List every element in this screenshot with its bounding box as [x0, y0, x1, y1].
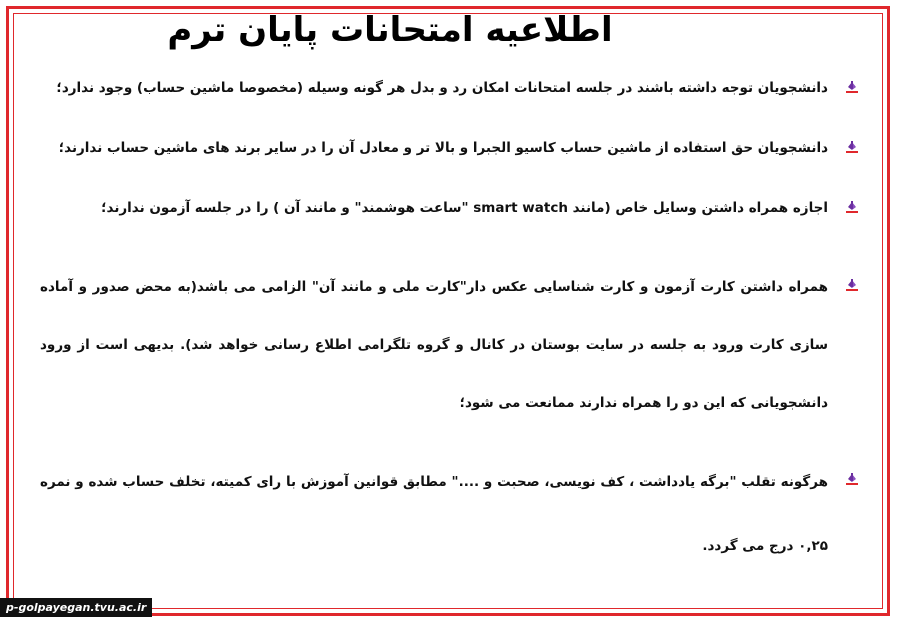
arrow-bullet-icon: [844, 278, 860, 294]
notice-item-text: دانشجویان حق استفاده از ماشین حساب کاسیو الجبرا و بالا تر و معادل آن را در سایر برند های ماشین حساب ندارند؛: [58, 140, 828, 156]
arrow-bullet-icon: [844, 472, 860, 488]
notice-item: [40, 450, 860, 578]
website-url-badge: p-golpayegan.tvu.ac.ir: [0, 598, 152, 617]
arrow-bullet-icon: [844, 80, 860, 96]
notice-item: [40, 138, 860, 158]
notice-item-text: همراه داشتن کارت آزمون و کارت شناسایی عکس دار"کارت ملی و مانند آن" الزامی می باشد(به محض صدور و آماده سازی کارت ورود به جلسه در سایت بوستان در کانال و گروه تلگرامی اطلاع رسانی خواهد شد). بدیهی است از ورود دانشجویانی که این دو را همراه ندارند ممانعت می شود؛: [40, 279, 828, 411]
notice-item: [40, 258, 860, 432]
page-title: اطلاعیه امتحانات پایان ترم: [167, 10, 613, 50]
arrow-bullet-icon: [844, 140, 860, 156]
notice-list: [40, 70, 860, 578]
notice-item: [40, 198, 860, 218]
notice-item: [40, 78, 860, 98]
arrow-bullet-icon: [844, 200, 860, 216]
notice-item-text: هرگونه تقلب "برگه یادداشت ، کف نویسی، صحبت و ...." مطابق قوانین آموزش با رای کمیته، تخلف حساب شده و نمره ۰,۲۵ درج می گردد.: [40, 474, 828, 554]
notice-item-text: دانشجویان توجه داشته باشند در جلسه امتحانات امکان رد و بدل هر گونه وسیله (مخصوصا ماشین حساب) وجود ندارد؛: [56, 80, 828, 96]
notice-item-text: اجازه همراه داشتن وسایل خاص (مانند smart watch "ساعت هوشمند" و مانند آن ) را در جلسه آزمون ندارند؛: [101, 200, 828, 216]
